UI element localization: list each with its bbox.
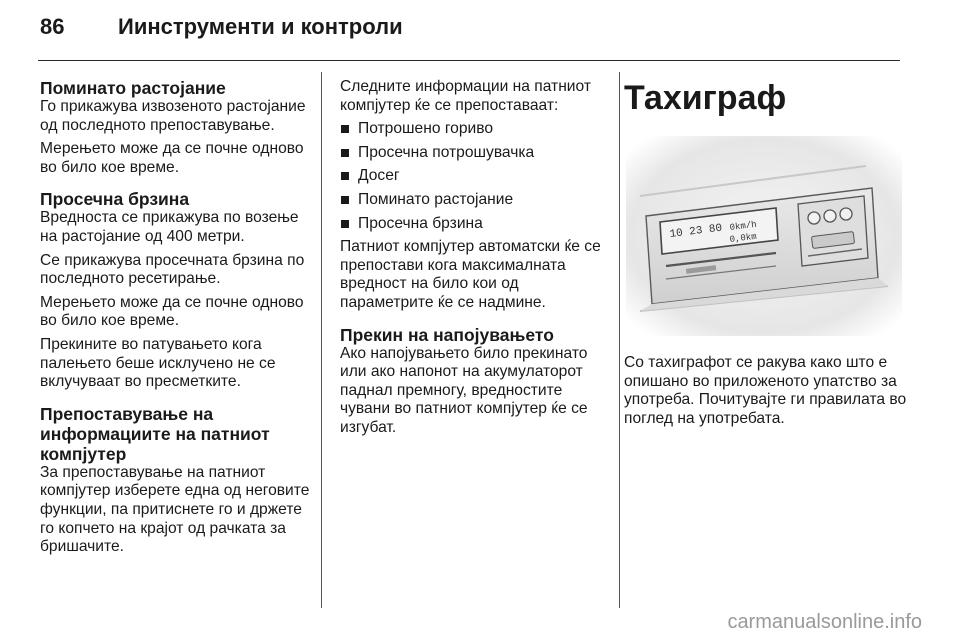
paragraph: Следните информации на патниот компјутер ќе се препоставаат:	[340, 78, 591, 114]
paragraph: Прекините во патувањето кога палењето беше исклучено не се вклучуваат во пресметките.	[40, 335, 276, 391]
watermark: carmanualsonline.info	[727, 611, 922, 633]
reset-items-list	[340, 120, 612, 233]
tachograph-heading: Тахиграф	[624, 79, 787, 117]
section-heading: Просечна брзина	[40, 189, 190, 210]
bullet-icon	[341, 125, 349, 133]
bullet-icon	[341, 220, 349, 228]
section-heading: Прекин на напојувањето	[340, 324, 554, 345]
page-header-title: Иинструменти и контроли	[118, 14, 403, 39]
display-reading-2: 0,0km	[729, 231, 758, 245]
tachograph-figure	[626, 136, 902, 336]
paragraph: Вредноста се прикажува по возење на растојание од 400 метри.	[40, 209, 299, 245]
section-average-speed	[40, 189, 312, 391]
section-auto-reset	[340, 238, 612, 312]
list-item: Поминато растојание	[340, 191, 612, 210]
list-item: Просечна потрошувачка	[340, 144, 612, 163]
header-rule	[38, 60, 900, 61]
paragraph: За препоставување на патниот компјутер изберете една од неговите функции, па притиснете го и држете го копчето на крајот од рачката за бришачите.	[40, 463, 310, 556]
list-item: Просечна брзина	[340, 215, 612, 234]
section-heading: Препоставување на информациите на патниот компјутер	[40, 403, 270, 464]
section-heading: Поминато растојание	[40, 78, 226, 98]
paragraph: Мерењето може да се почне одново во било кое време.	[40, 293, 304, 330]
display-reading-1: 10 23 80	[669, 222, 723, 241]
column-right	[624, 78, 910, 433]
paragraph: Ако напојувањето било прекинато или ако напонот на акумулаторот паднал премногу, вредностите чувани во патниот компјутер ќе се изгубат.	[340, 344, 588, 436]
paragraph: Го прикажува извозеното растојание од последното препоставување.	[40, 98, 306, 134]
column-left	[40, 78, 312, 569]
list-item: Потрошено гориво	[340, 120, 612, 139]
paragraph: Мерењето може да се почне одново во било кое време.	[40, 140, 304, 176]
column-divider-left	[321, 72, 322, 608]
display-reading-unit: 0km/h	[729, 219, 758, 233]
paragraph: Се прикажува просечната брзина по последното ресетирање.	[40, 251, 305, 288]
tachograph-caption: Со тахиграфот се ракува како што е опишано во приложеното упатство за употреба. Почитувајте ги правилата во поглед на употребата.	[624, 354, 907, 427]
tachograph-illustration	[626, 136, 902, 336]
bullet-icon	[341, 196, 349, 204]
column-middle	[340, 78, 612, 450]
section-power-interruption	[340, 325, 612, 438]
section-reset-trip-computer	[40, 404, 312, 557]
list-item: Досег	[340, 167, 612, 186]
bullet-icon	[341, 172, 349, 180]
page-number: 86	[40, 14, 65, 39]
column-divider-right	[619, 72, 620, 608]
bullet-icon	[341, 149, 349, 157]
section-trip-distance	[40, 78, 312, 177]
paragraph: Патниот компјутер автоматски ќе се препостави кога максималната вредност на било кои од параметрите ќе се надмине.	[340, 238, 601, 311]
